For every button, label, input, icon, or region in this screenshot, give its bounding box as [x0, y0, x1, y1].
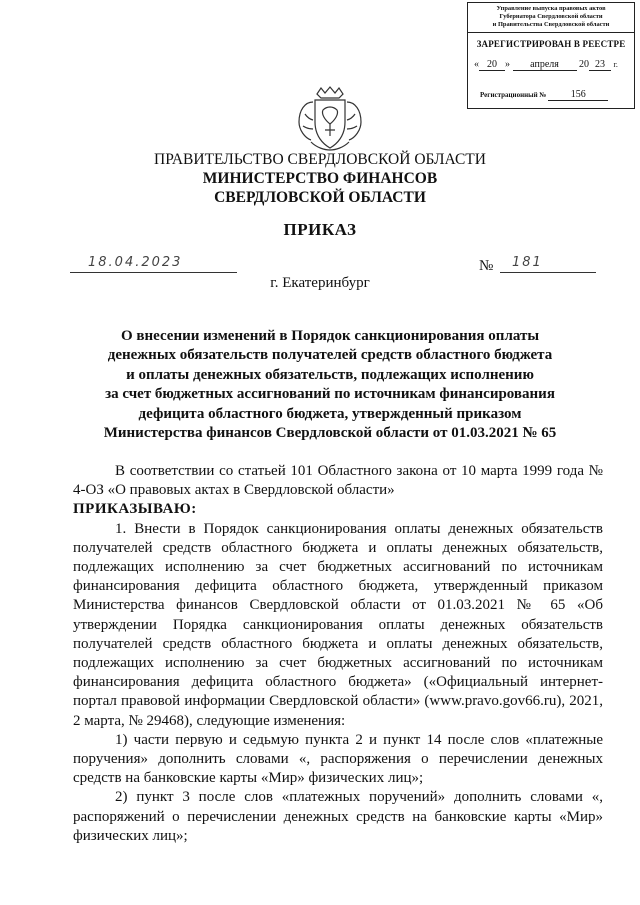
stamp-year-suffix: 23 — [589, 59, 611, 71]
title-line: денежных обязательств получателей средств областного бюджета — [107, 347, 553, 364]
preamble-paragraph: В соответствии со статьей 101 Областного закона от 10 марта 1999 года № 4-ОЗ «О правовых актах в Свердловской области» — [73, 463, 603, 499]
order-body — [73, 462, 603, 846]
stamp-header — [468, 3, 634, 33]
coat-of-arms-icon — [295, 86, 365, 152]
government-name: ПРАВИТЕЛЬСТВО СВЕРДЛОВСКОЙ ОБЛАСТИ — [154, 151, 486, 168]
stamp-day: 20 — [479, 59, 505, 71]
document-type: ПРИКАЗ — [283, 220, 357, 239]
order-number-handwritten: 181 — [512, 255, 543, 270]
order-date-handwritten: 18.04.2023 — [88, 255, 183, 270]
title-line: и оплаты денежных обязательств, подлежащих исполнению — [126, 366, 534, 383]
stamp-reg-label: Регистрационный № — [480, 91, 547, 99]
item-1-paragraph: 1. Внести в Порядок санкционирования оплаты денежных обязательств получателей средств областного бюджета и оплаты денежных обязательств, подлежащих исполнению за счет бюджетных ассигнований по источникам финансирования дефицита областного бюджета, утвержденный приказом Министерства финансов Свердловской области от 01.03.2021 № 65 «Об утверждении Порядка санкционирования оплаты денежных обязательств получателей средств областного бюджета и оплаты денежных обязательств, подлежащих исполнению за счет бюджетных ассигнований по источникам финансирования дефицита областного бюджета» («Официальный интернет-портал правовой информации Свердловской области» (www.pravo.gov66.ru), 2021, 2 марта, № 29468), следующие изменения: — [73, 520, 603, 729]
order-date-line — [70, 255, 237, 273]
subitem-1-paragraph: 1) части первую и седьмую пункта 2 и пункт 14 после слов «платежные поручения» дополнить словами «, распоряжения о перечислении денежных средств на банковские карты «Мир» физических лиц»; — [73, 731, 603, 787]
registry-stamp — [467, 2, 635, 109]
stamp-date — [474, 59, 630, 71]
stamp-close-quote: » — [505, 59, 510, 70]
stamp-title: ЗАРЕГИСТРИРОВАН В РЕЕСТРЕ — [476, 39, 626, 49]
stamp-year-abbr: г. — [613, 60, 618, 69]
order-word: ПРИКАЗЫВАЮ: — [73, 501, 197, 518]
subitem-2-paragraph: 2) пункт 3 после слов «платежных поручений» дополнить словами «, распоряжений о перечислении денежных средств на банковские карты «Мир» физических лиц»; — [73, 789, 603, 844]
stamp-reg-number: 156 — [548, 89, 608, 101]
stamp-header-line: Управление выпуска правовых актов — [496, 5, 606, 12]
stamp-header-line: Губернатора Свердловской области — [499, 13, 603, 20]
order-number-line — [500, 255, 596, 273]
stamp-year-prefix: 20 — [579, 59, 589, 70]
stamp-header-line: и Правительства Свердловской области — [492, 21, 610, 28]
stamp-month: апреля — [513, 59, 577, 71]
stamp-open-quote: « — [474, 59, 479, 70]
title-line: дефицита областного бюджета, утвержденный приказом — [138, 405, 522, 422]
order-title — [90, 327, 570, 443]
region-name: СВЕРДЛОВСКОЙ ОБЛАСТИ — [214, 189, 426, 206]
order-number-label: № — [479, 258, 494, 274]
ministry-name: МИНИСТЕРСТВО ФИНАНСОВ — [202, 170, 438, 187]
stamp-registration — [480, 89, 608, 101]
title-line: Министерства финансов Свердловской области от 01.03.2021 № 65 — [103, 425, 557, 442]
title-line: за счет бюджетных ассигнований по источникам финансирования — [105, 386, 555, 403]
title-line: О внесении изменений в Порядок санкционирования оплаты — [120, 328, 540, 344]
city: г. Екатеринбург — [270, 275, 370, 291]
